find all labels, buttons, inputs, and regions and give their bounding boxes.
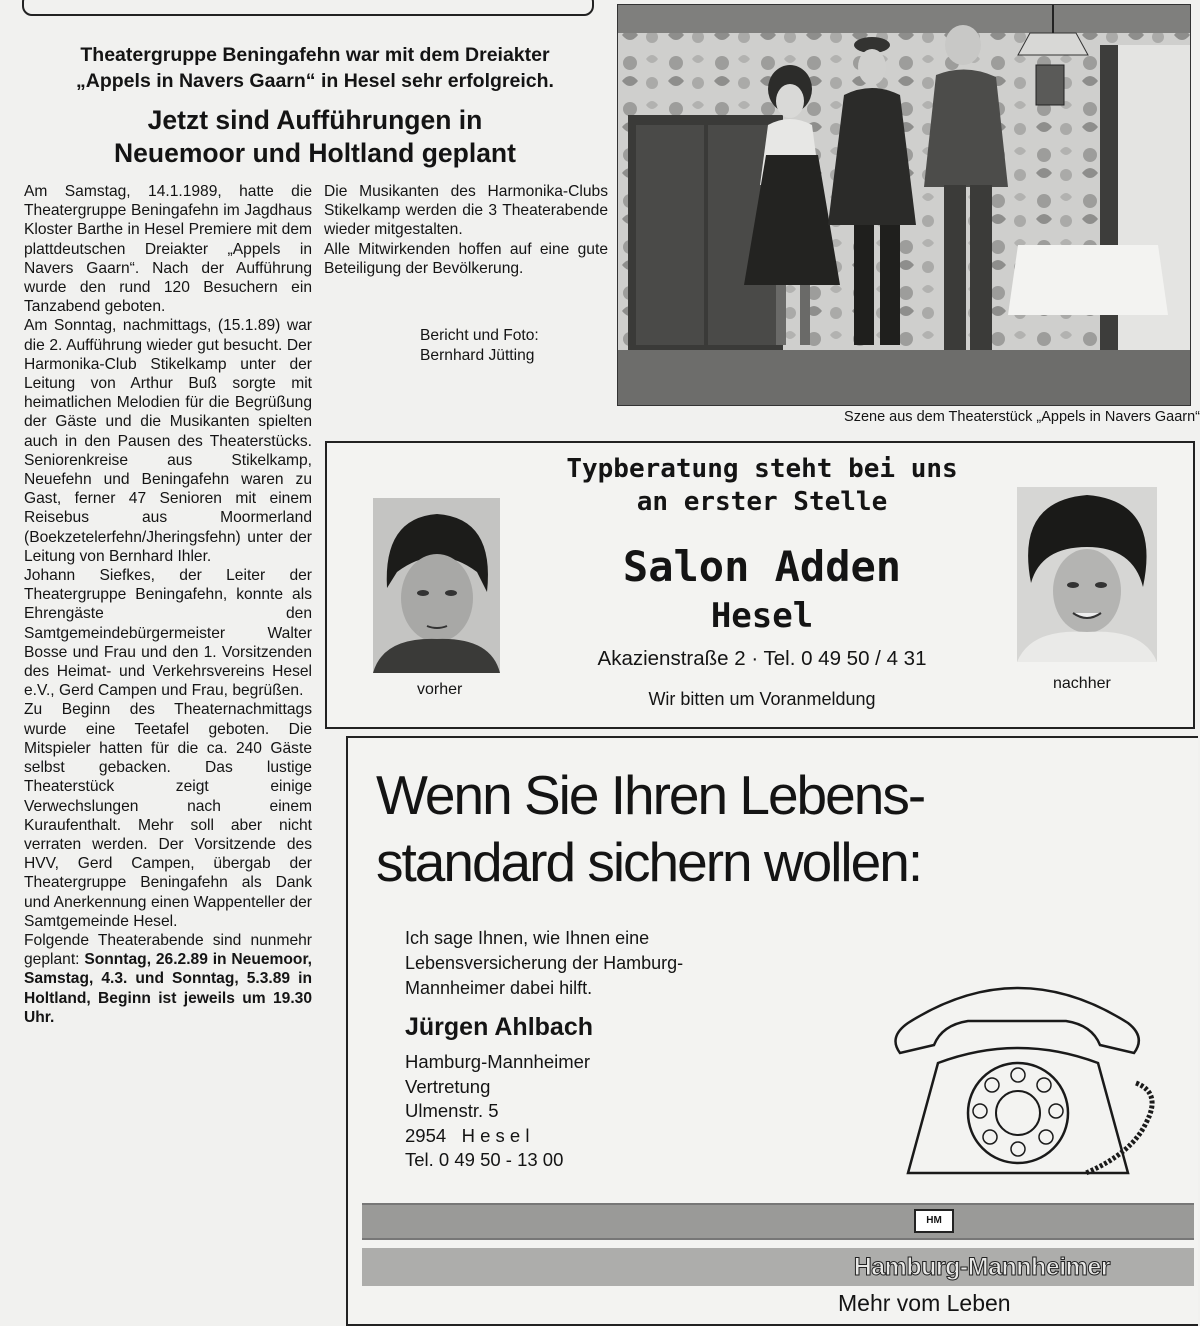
headline-line: standard sichern wollen: (376, 831, 922, 893)
telephone-icon (878, 963, 1178, 1183)
contact-line: Ulmenstr. 5 (405, 1100, 499, 1121)
salon-ad (325, 441, 1195, 729)
salon-town: Hesel (710, 596, 814, 636)
article-headline (20, 104, 610, 170)
agent-name: Jürgen Ahlbach (405, 1013, 593, 1041)
contact-line: Tel. 0 49 50 - 13 00 (405, 1149, 564, 1170)
insurance-ad (346, 736, 1198, 1326)
article-paragraph (24, 931, 312, 1027)
kicker-line: Theatergruppe Beningafehn war mit dem Dreiakter (80, 44, 550, 66)
insurance-body (405, 926, 683, 1001)
insurance-headline (376, 762, 1186, 896)
contact-line: Hamburg-Mannheimer (405, 1051, 591, 1072)
salon-address: Akazienstraße 2 · Tel. 0 49 50 / 4 31 (597, 647, 927, 670)
body-line: Lebensversicherung der Hamburg- (405, 953, 684, 973)
kicker-line: „Appels in Navers Gaarn“ in Hesel sehr erfolgreich. (76, 70, 554, 92)
credit-line: Bernhard Jütting (420, 347, 535, 364)
article-column-1 (24, 182, 312, 1027)
contact-line: Vertretung (405, 1075, 491, 1097)
article-credit (420, 326, 606, 366)
article-paragraph: Alle Mitwirkenden hoffen auf eine gute Beteiligung der Bevölkerung. (324, 240, 608, 277)
headline-line: Wenn Sie Ihren Lebens- (376, 764, 925, 826)
hm-logo: HM (914, 1209, 954, 1233)
body-line: Mannheimer dabei hilft. (405, 978, 593, 998)
headline-line: Neuemoor und Holtland geplant (114, 138, 516, 168)
tagline-line: an erster Stelle (636, 487, 888, 517)
brand-bar-bottom (362, 1248, 1194, 1286)
photo-caption: Szene aus dem Theaterstück „Appels in Navers Gaarn“ (844, 409, 1200, 425)
agent-contact (405, 1050, 590, 1173)
portrait-after-image (1017, 487, 1157, 662)
article-paragraph: Johann Siefkes, der Leiter der Theatergruppe Beningafehn, konnte als Ehrengäste den Samtgemeindebürgermeister Walter Bosse und Frau und den 1. Vorsitzenden des Heimat- und Verkehrsvereins Hesel e.V., Gerd Campen und Frau, begrüßen. (24, 567, 312, 700)
article-kicker (20, 42, 610, 94)
body-line: Ich sage Ihnen, wie Ihnen eine (405, 928, 650, 948)
theatre-scene-illustration (618, 5, 1190, 405)
theatre-photo (617, 4, 1191, 406)
article-paragraph: Zu Beginn des Theaternachmittags wurde eine Teetafel geboten. Die Mitspieler hatten für die ca. 240 Gäste selbst gebacken. Das lustige Theaterstück zeigt einige Verwechslungen nach einem Kuraufenthalt. Mehr soll aber nicht verraten werden. Der Vorsitzende des HVV, Gerd Campen, übergab der Theatergruppe Beningafehn als Dank und Anerkennung einen Wappenteller der Samtgemeinde Hesel. (24, 701, 312, 930)
label-before: vorher (417, 681, 463, 698)
schedule-dates: Sonntag, 26.2.89 in Neuemoor, Samstag, 4.3. und Sonntag, 5.3.89 in Holtland, Beginn ist jeweils um 19.30 Uhr. (24, 951, 312, 1026)
credit-line: Bericht und Foto: (420, 327, 539, 344)
brand-bar-top (362, 1203, 1194, 1240)
salon-name: Salon Adden (622, 542, 902, 591)
brand-slogan: Mehr vom Leben (838, 1290, 1011, 1316)
salon-tagline (517, 453, 1007, 519)
article-paragraph: Die Musikanten des Harmonika-Clubs Stikelkamp werden die 3 Theaterabende wieder mitgestalten. (324, 183, 608, 239)
portrait-before (373, 498, 500, 673)
label-after: nachher (1053, 675, 1111, 692)
headline-line: Jetzt sind Aufführungen in (147, 105, 483, 135)
salon-note: Wir bitten um Voranmeldung (648, 689, 876, 709)
tagline-line: Typberatung steht bei uns (566, 454, 958, 484)
brand-name: Hamburg-Mannheimer (853, 1253, 1110, 1281)
portrait-after (1017, 487, 1157, 662)
portrait-before-image (373, 498, 500, 673)
contact-line: 2954 H e s e l (405, 1124, 530, 1146)
schedule-intro: Folgende Theaterabende sind nunmehr geplant: (24, 931, 312, 969)
article-paragraph: Am Samstag, 14.1.1989, hatte die Theatergruppe Beningafehn im Jagdhaus Kloster Barthe in Hesel Premiere mit dem plattdeutschen Dreiakter „Appels in Navers Gaarn“. Nach der Aufführung wurde den rund 120 Besuchern ein Tanzabend geboten. (24, 183, 312, 316)
top-border-frame (22, 0, 594, 16)
article-column-2 (324, 182, 608, 278)
article-paragraph: Am Sonntag, nachmittags, (15.1.89) war die 2. Aufführung wieder gut besucht. Der Harmonika-Club Stikelkamp unter der Leitung von Arthur Buß sorgte mit heimatlichen Melodien für die Begrüßung der Gäste und die Musikanten spielten auch in den Pausen des Theaterstücks. Seniorenkreise aus Stikelkamp, Neuefehn und Beningafehn waren zu Gast, ferner 47 Senioren mit einem Reisebus aus Moormerland (Boekzetelerfehn/Jheringsfehn) unter der Leitung von Bernhard Ihler. (24, 317, 312, 565)
